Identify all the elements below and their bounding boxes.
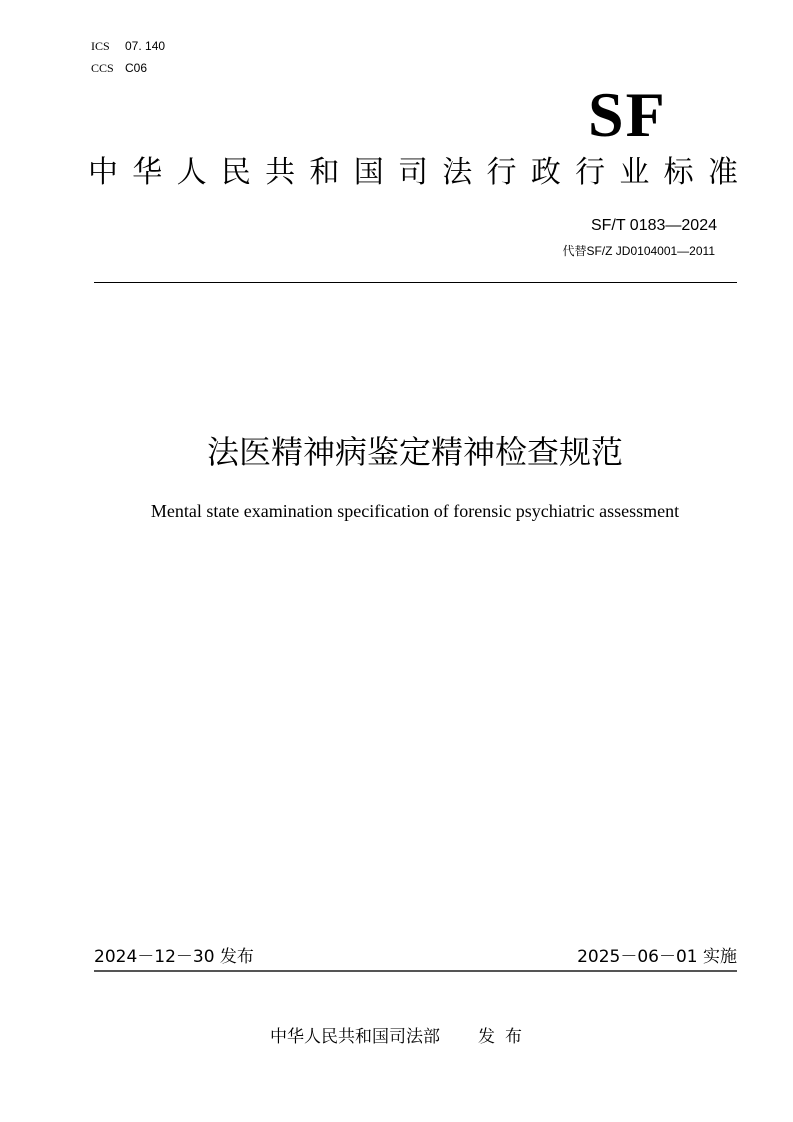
heading-char: 行: [486, 155, 517, 190]
heading-char: 和: [309, 155, 340, 190]
publisher: [270, 1026, 532, 1048]
heading-char: 业: [619, 155, 650, 190]
sf-logo: SF: [588, 79, 667, 150]
standard-number: SF/T 0183—2024: [590, 217, 717, 234]
heading-char: 准: [707, 155, 738, 190]
heading-char: 人: [176, 155, 207, 190]
heading-char: 司: [397, 155, 428, 190]
standard-type-heading: [88, 153, 738, 193]
document-title-cn: 法医精神病鉴定精神检查规范: [206, 433, 623, 471]
heading-char: 华: [132, 155, 163, 190]
ccs-value: C06: [125, 61, 148, 75]
heading-char: 民: [220, 155, 251, 190]
ccs-label: CCS: [91, 61, 114, 75]
ics-value: 07. 140: [125, 39, 166, 53]
ccs-code: [91, 61, 147, 75]
implementation-date: 2025－06－01 实施: [577, 947, 737, 967]
heading-char: 行: [575, 155, 606, 190]
ics-label: ICS: [91, 39, 110, 53]
bottom-divider: [94, 970, 737, 972]
issue-date: 2024－12－30 发布: [94, 947, 254, 967]
replaces-standard: 代替SF/Z JD0104001—2011: [562, 244, 715, 258]
heading-char: 共: [265, 155, 296, 190]
heading-char: 政: [530, 155, 561, 190]
heading-char: 中: [88, 155, 118, 190]
document-title-en: Mental state examination specification of forensic psychiatric assessment: [150, 501, 680, 521]
heading-char: 标: [663, 155, 694, 190]
heading-char: 法: [442, 155, 473, 190]
top-divider: [94, 282, 737, 283]
publisher-name: 中华人民共和国司法部: [270, 1027, 440, 1047]
publisher-action: 发布: [478, 1027, 532, 1047]
ics-code: [91, 39, 165, 53]
heading-char: 国: [353, 155, 384, 190]
